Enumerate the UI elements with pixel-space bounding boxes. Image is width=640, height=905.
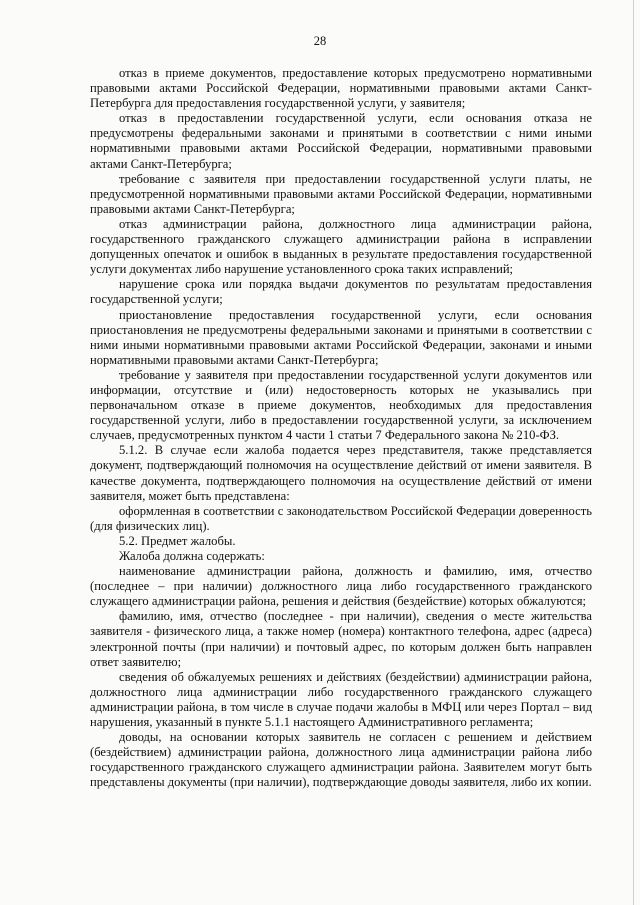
section-heading-complaint-subject: 5.2. Предмет жалобы.	[119, 533, 236, 548]
paragraph-complaint-contents-intro: Жалоба должна содержать:	[119, 549, 265, 563]
page-number: 28	[313, 34, 327, 48]
paragraph-administration-name: наименование администрации района, должность и фамилию, имя, отчество (последнее – при наличии) должностного лица либо государственного гражданского служащего администрации района, решения и действия (бездействие) которых обжалуются;	[90, 564, 592, 609]
paragraph-refusal-documents: отказ в приеме документов, предоставление которых предусмотрено нормативными правовыми актами Российской Федерации, нормативными правовыми актами Санкт-Петербурга для предоставления государственной услуги, у заявителя;	[90, 66, 592, 111]
paragraph-arguments: доводы, на основании которых заявитель не согласен с решением и действием (бездействием) администрации района, должностного лица администрации района либо государственного гражданского служащего администрации района. Заявителем могут быть представлены документы (при наличии), подтверждающие доводы заявителя, либо их копии.	[90, 730, 592, 790]
paragraph-appealed-decisions: сведения об обжалуемых решениях и действиях (бездействии) администрации района, должностного лица администрации либо государственного гражданского служащего администрации района, в том числе в случае подачи жалобы в МФЦ или через Портал – вид нарушения, указанный в пункте 5.1.1 настоящего Административного регламента;	[90, 669, 592, 730]
paragraph-suspension: приостановление предоставления государственной услуги, если основания приостановления не предусмотрены федеральными законами и принятыми в соответствии с ними иными нормативными правовыми актами Российской Федерации, законами и иными нормативными правовыми актами Санкт-Петербурга;	[90, 307, 592, 367]
paragraph-refusal-service: отказ в предоставлении государственной услуги, если основания отказа не предусмотрены федеральными законами и принятыми в соответствии с ними иными нормативными правовыми актами Российской Федерации, нормативными правовыми актами Санкт-Петербурга;	[90, 111, 592, 171]
paragraph-representative: 5.1.2. В случае если жалоба подается через представителя, также представляется документ, подтверждающий полномочия на осуществление действий от имени заявителя. В качестве документа, подтверждающего полномочия на осуществление действий от имени заявителя, может быть представлена:	[90, 443, 592, 503]
paragraph-document-requirement: требование у заявителя при предоставлении государственной услуги документов или информации, отсутствие и (или) недостоверность которых не указывались при первоначальном отказе в приеме документов, необходимых для предоставления государственной услуги, либо в предоставлении государственной услуги, за исключением случаев, предусмотренных пунктом 4 части 1 статьи 7 Федерального закона № 210-ФЗ.	[90, 367, 592, 443]
paragraph-power-of-attorney: оформленная в соответствии с законодательством Российской Федерации доверенность (для физических лиц).	[90, 503, 592, 533]
paragraph-applicant-details: фамилию, имя, отчество (последнее - при наличии), сведения о месте жительства заявителя - физического лица, а также номер (номера) контактного телефона, адрес (адреса) электронной почты (при наличии) и почтовый адрес, по которым должен быть направлен ответ заявителю;	[90, 609, 592, 669]
scan-edge-line	[633, 0, 634, 905]
paragraph-fee-requirement: требование с заявителя при предоставлении государственной услуги платы, не предусмотренной нормативными правовыми актами Российской Федерации, нормативными правовыми актами Санкт-Петербурга;	[90, 171, 592, 216]
paragraph-refusal-corrections: отказ администрации района, должностного лица администрации района, государственного гражданского служащего администрации района в исправлении допущенных опечаток и ошибок в выданных в результате предоставления государственной услуги документах либо нарушение установленного срока таких исправлений;	[90, 216, 592, 277]
document-body	[90, 66, 592, 791]
paragraph-issue-deadline: нарушение срока или порядка выдачи документов по результатам предоставления государственной услуги;	[90, 277, 592, 307]
